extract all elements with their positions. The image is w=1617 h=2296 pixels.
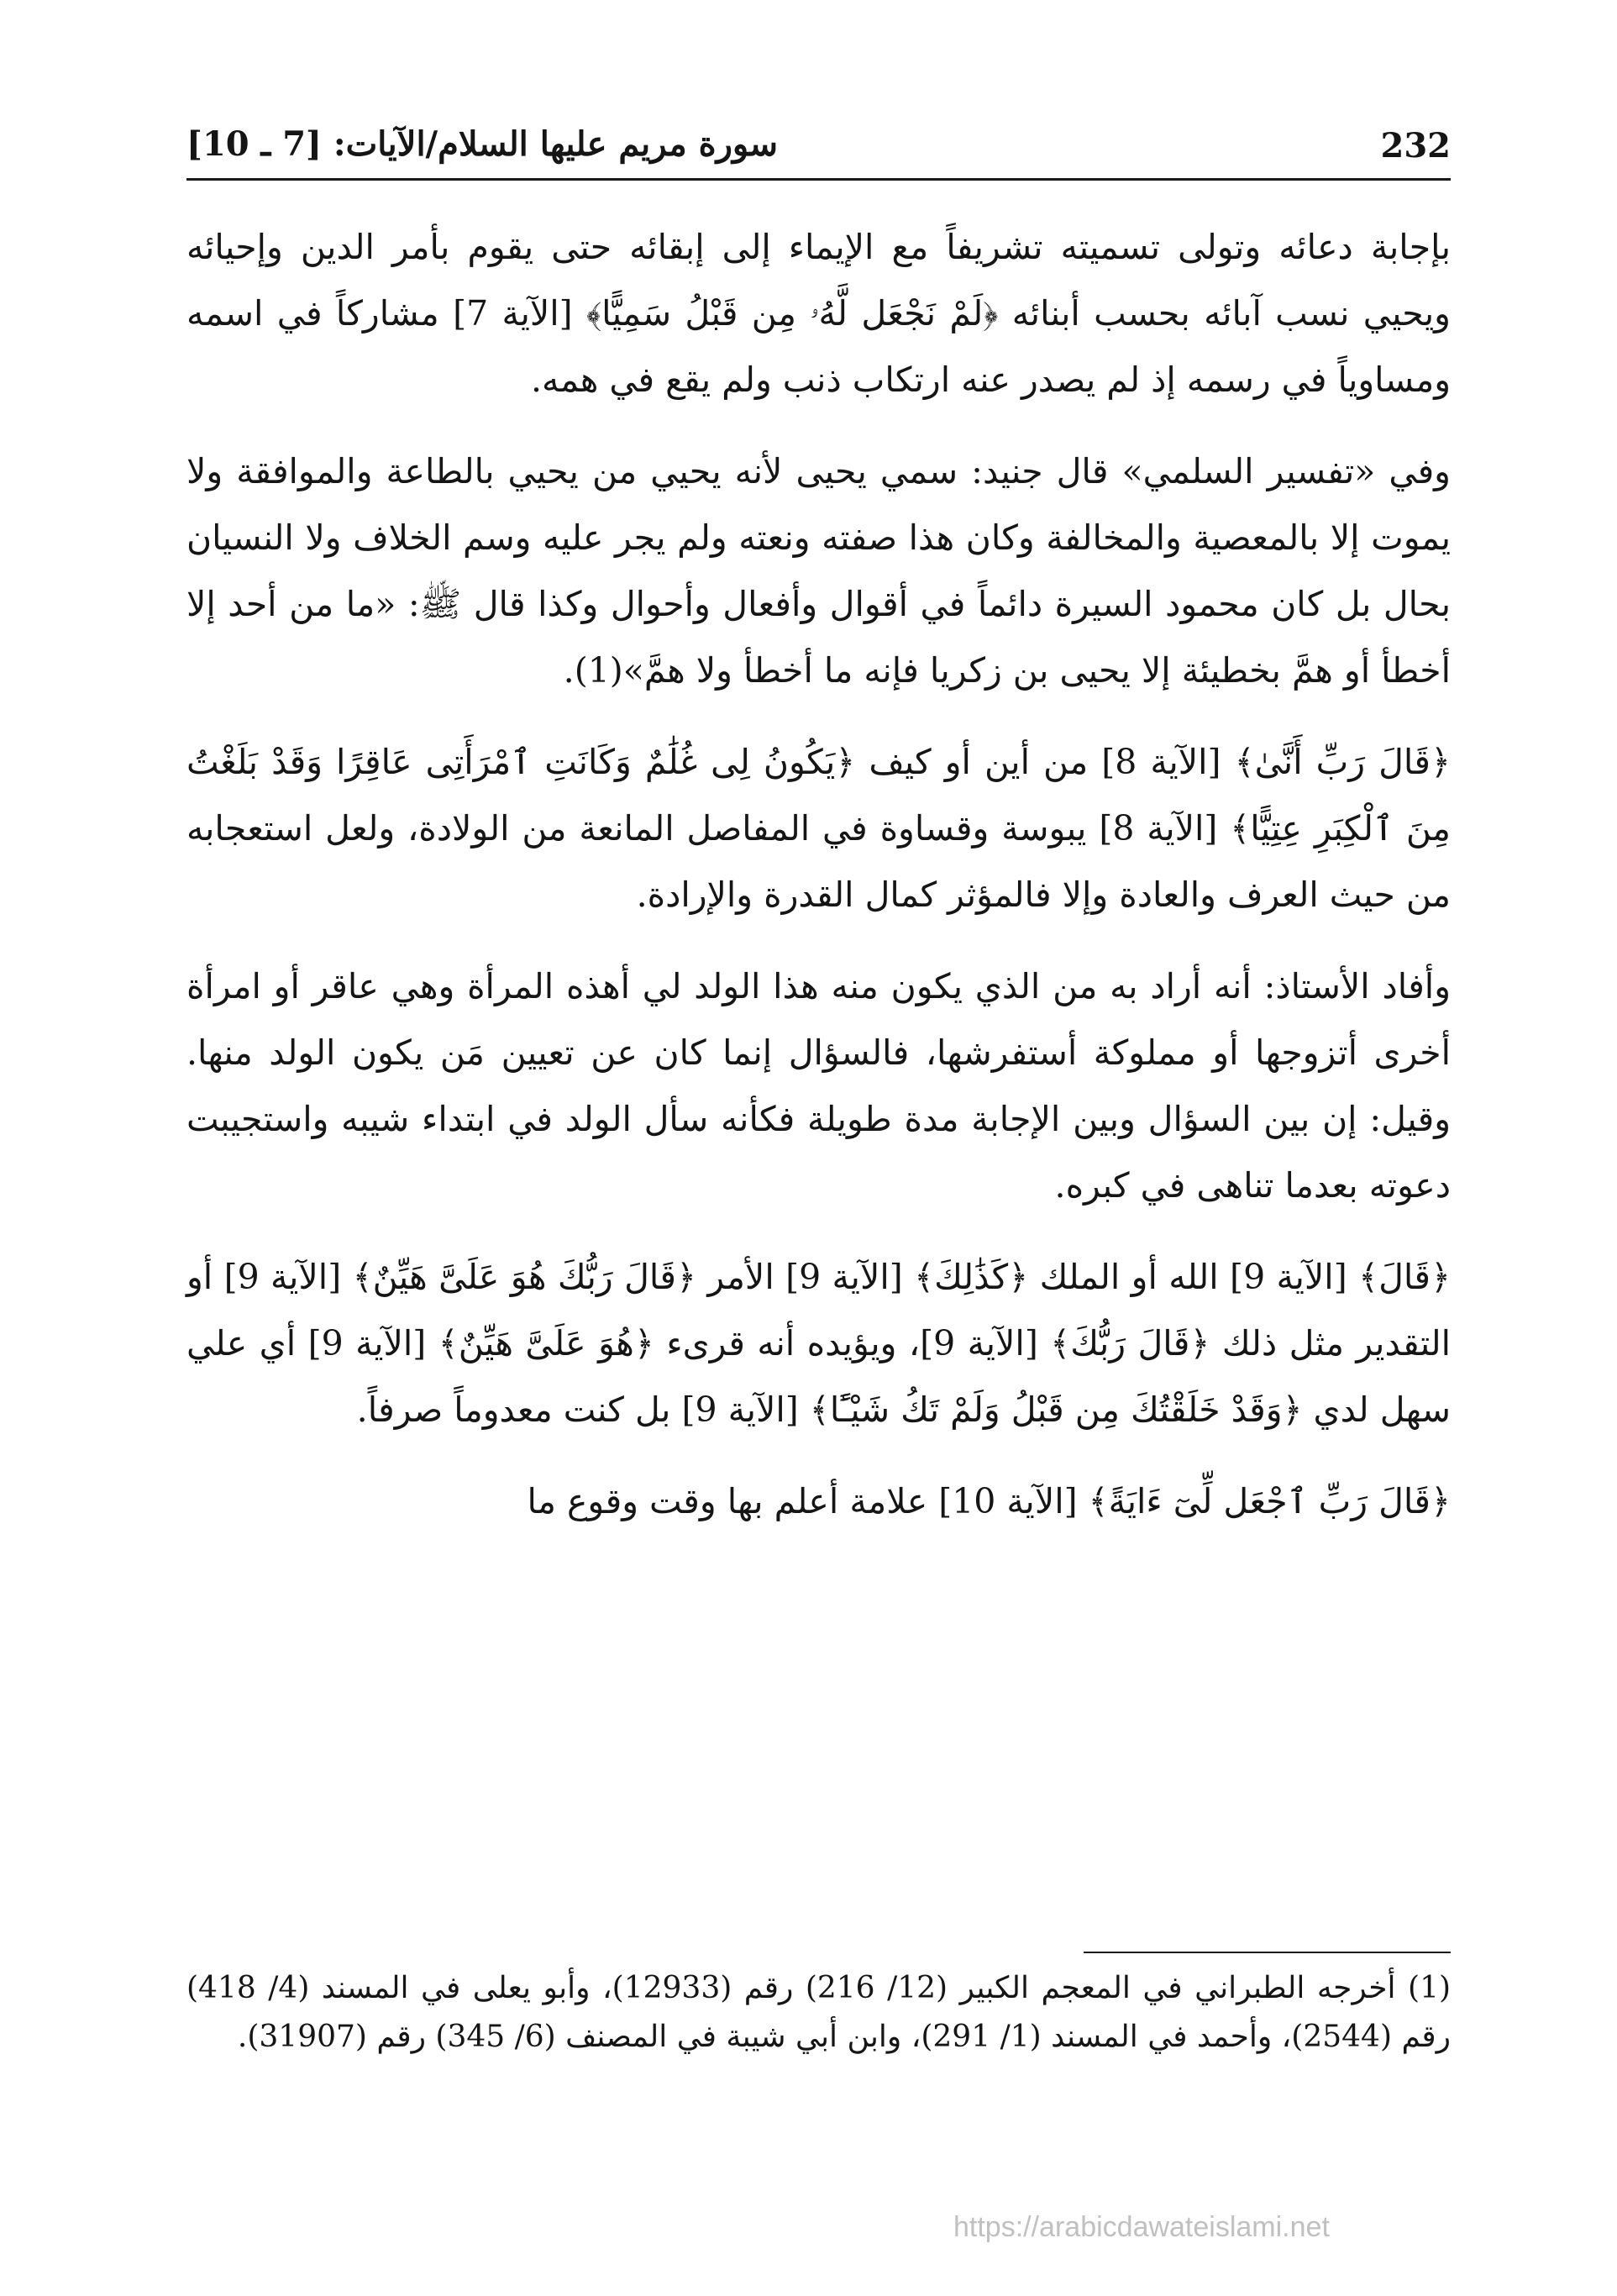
- paragraph: ﴿قَالَ رَبِّ ٱجْعَل لِّىٓ ءَايَةً﴾ [الآية 10] علامة أعلم بها وقت وقوع ما: [527, 1481, 1451, 1521]
- footnote-divider: [1084, 1952, 1451, 1953]
- paragraph: بإجابة دعائه وتولى تسميته تشريفاً مع الإيماء إلى إبقائه حتى يقوم بأمر الدين وإحيائه ويحيي نسب آبائه بحسب أبنائه ﴿لَمْ نَجْعَل لَّهُۥ مِن قَبْلُ سَمِيًّا﴾ [الآية 7] مشاركاً في اسمه ومساوياً في رسمه إذ لم يصدر عنه ارتكاب ذنب ولم يقع في همه.: [186, 227, 1451, 400]
- paragraph: ﴿قَالَ﴾ [الآية 9] الله أو الملك ﴿كَذَٰلِكَ﴾ [الآية 9] الأمر ﴿قَالَ رَبُّكَ هُوَ عَلَىَّ هَيِّنٌ﴾ [الآية 9] أو التقدير مثل ذلك ﴿قَالَ رَبُّكَ﴾ [الآية 9]، ويؤيده أنه قرىء ﴿هُوَ عَلَىَّ هَيِّنٌ﴾ [الآية 9] أي علي سهل لدي ﴿وَقَدْ خَلَقْتُكَ مِن قَبْلُ وَلَمْ تَكُ شَيْـًٔا﴾ [الآية 9] بل كنت معدوماً صرفاً.: [186, 1257, 1451, 1430]
- paragraph: وأفاد الأستاذ: أنه أراد به من الذي يكون منه هذا الولد لي أهذه المرأة وهي عاقر أو امرأة أخرى أتزوجها أو مملوكة أستفرشها، فالسؤال إنما كان عن تعيين مَن يكون الولد منها. وقيل: إن بين السؤال وبين الإجابة مدة طويلة فكأنه سأل الولد في ابتداء شيبه واستجيبت دعوته بعدما تناهى في كبره.: [186, 966, 1451, 1206]
- paragraph: وفي «تفسير السلمي» قال جنيد: سمي يحيى لأنه يحيي من يحيي بالطاعة والموافقة ولا يموت إلا بالمعصية والمخالفة وكان هذا صفته ونعته ولم يجر عليه وسم الخلاف ولا النسيان بحال بل كان محمود السيرة دائماً في أقوال وأفعال وأحوال وكذا قال ﷺ: «ما من أحد إلا أخطأ أو همَّ بخطيئة إلا يحيى بن زكريا فإنه ما أخطأ ولا همَّ»(1).: [186, 451, 1451, 691]
- paragraph: ﴿قَالَ رَبِّ أَنَّىٰ﴾ [الآية 8] من أين أو كيف ﴿يَكُونُ لِى غُلَٰمٌ وَكَانَتِ ٱمْرَأَتِى عَاقِرًا وَقَدْ بَلَغْتُ مِنَ ٱلْكِبَرِ عِتِيًّا﴾ [الآية 8] يبوسة وقساوة في المفاصل المانعة من الولادة، ولعل استعجابه من حيث العرف والعادة وإلا فالمؤثر كمال القدرة والإرادة.: [186, 742, 1451, 915]
- header-divider: [186, 178, 1451, 181]
- footnote-text: (1) أخرجه الطبراني في المعجم الكبير (12/ 216) رقم (12933)، وأبو يعلى في المسند (4/ 418) رقم (2544)، وأحمد في المسند (1/ 291)، وابن أبي شيبة في المصنف (6/ 345) رقم (31907).: [186, 1971, 1452, 2054]
- page-number: 232: [1380, 126, 1451, 166]
- main-text: [186, 214, 1451, 1535]
- footnote: [186, 1964, 1451, 2062]
- running-title: سورة مريم عليها السلام/الآيات: [7 ـ 10]: [186, 124, 779, 164]
- page-header: [186, 116, 1451, 175]
- watermark: https://arabicdawateislami.net: [953, 2211, 1330, 2243]
